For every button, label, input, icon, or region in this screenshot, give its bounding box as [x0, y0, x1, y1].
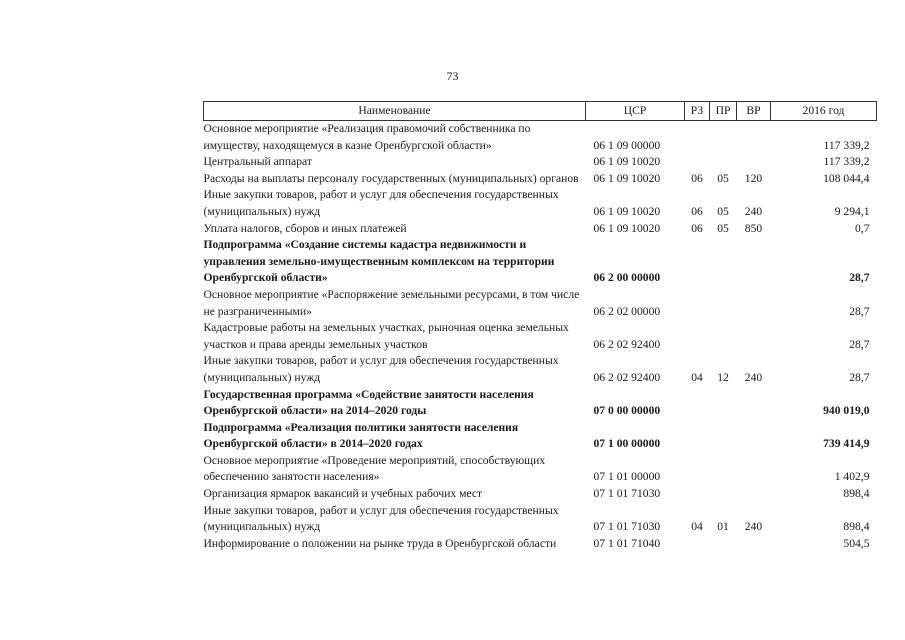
row-rz	[685, 453, 710, 486]
row-vr	[737, 121, 771, 155]
row-rz	[685, 237, 710, 287]
row-name: Иные закупки товаров, работ и услуг для обеспечения государственных (муниципальных) нужд	[203, 503, 559, 534]
row-name: Кадастровые работы на земельных участках, рыночная оценка земельных участков и права аренды земельных участков	[203, 321, 569, 351]
row-pr: 05	[717, 171, 729, 185]
row-rz: 06	[691, 204, 703, 218]
row-pr	[710, 121, 737, 155]
row-vr	[737, 320, 771, 353]
row-name: Подпрограмма «Создание системы кадастра недвижимости и управления земельно-имущественным комплексом на территории Оренбургской области»	[203, 238, 555, 285]
row-pr	[710, 237, 737, 287]
table-row	[204, 420, 877, 453]
row-value: 28,7	[849, 304, 870, 318]
row-rz	[685, 154, 710, 171]
row-csr: 06 1 09 10020	[593, 221, 661, 235]
row-rz	[685, 287, 710, 320]
row-csr: 07 0 00 00000	[593, 404, 661, 418]
row-name: Иные закупки товаров, работ и услуг для обеспечения государственных (муниципальных) нужд	[203, 354, 559, 384]
row-csr: 06 2 02 92400	[593, 337, 661, 351]
row-value: 1 402,9	[834, 470, 870, 484]
row-name: Информирование о положении на рынке труда в Оренбургской области	[203, 536, 557, 550]
row-csr: 06 2 02 92400	[593, 370, 661, 384]
row-value: 117 339,2	[823, 138, 870, 152]
table-row	[204, 353, 877, 386]
header-name: Наименование	[204, 102, 586, 121]
row-vr	[737, 287, 771, 320]
table-row	[204, 237, 877, 287]
row-pr	[710, 536, 737, 553]
row-csr: 06 1 09 10020	[593, 204, 661, 218]
table-row	[204, 320, 877, 353]
row-vr	[737, 154, 771, 171]
row-name: Уплата налогов, сборов и иных платежей	[203, 221, 407, 235]
row-rz: 04	[691, 520, 703, 534]
row-csr: 07 1 01 71040	[593, 536, 661, 550]
page-number: 73	[446, 69, 459, 83]
row-value: 0,7	[855, 221, 870, 235]
table-row	[204, 221, 877, 238]
row-rz: 06	[691, 171, 703, 185]
header-rz: РЗ	[685, 102, 710, 121]
row-pr	[710, 387, 737, 420]
row-vr: 850	[744, 221, 763, 235]
row-pr	[710, 420, 737, 453]
row-value: 108 044,4	[823, 171, 870, 185]
row-rz	[685, 536, 710, 553]
header-pr: ПР	[710, 102, 737, 121]
row-value: 28,7	[849, 337, 870, 351]
row-vr: 240	[744, 520, 763, 534]
row-rz	[685, 486, 710, 503]
row-name: Основное мероприятие «Распоряжение земельными ресурсами, в том числе не разграниченными»	[203, 287, 580, 318]
table-row	[204, 171, 877, 188]
row-csr: 06 2 00 00000	[593, 271, 661, 285]
row-vr	[737, 453, 771, 486]
row-value: 28,7	[849, 271, 870, 285]
row-vr	[737, 536, 771, 553]
row-csr: 07 1 01 71030	[593, 520, 661, 534]
row-pr: 01	[717, 520, 729, 534]
row-vr: 120	[744, 171, 763, 185]
row-value: 739 414,9	[823, 437, 870, 451]
row-value: 504,5	[843, 536, 870, 550]
table-row	[204, 187, 877, 220]
row-csr: 07 1 00 00000	[593, 437, 661, 451]
row-pr	[710, 486, 737, 503]
row-pr	[710, 287, 737, 320]
table-row	[204, 453, 877, 486]
row-pr	[710, 453, 737, 486]
table-row	[204, 154, 877, 171]
row-name: Организация ярмарок вакансий и учебных рабочих мест	[203, 487, 483, 501]
row-pr	[710, 320, 737, 353]
row-vr	[737, 486, 771, 503]
row-vr	[737, 237, 771, 287]
table-header-row	[204, 102, 877, 121]
row-name: Основное мероприятие «Проведение мероприятий, способствующих обеспечению занятости населения»	[203, 453, 546, 484]
row-value: 898,4	[843, 487, 870, 501]
table-row	[204, 503, 877, 536]
table-row	[204, 387, 877, 420]
row-name: Государственная программа «Содействие занятости населения Оренбургской области» на 2014–2020 годы	[203, 387, 534, 418]
row-pr: 05	[717, 204, 729, 218]
header-year: 2016 год	[771, 102, 877, 121]
table-row	[204, 121, 877, 155]
row-value: 117 339,2	[823, 155, 870, 169]
row-rz	[685, 121, 710, 155]
row-vr	[737, 387, 771, 420]
row-vr: 240	[744, 370, 763, 384]
row-vr: 240	[744, 204, 763, 218]
header-vr: ВР	[737, 102, 771, 121]
row-value: 28,7	[849, 370, 870, 384]
row-csr: 07 1 01 00000	[593, 470, 661, 484]
row-rz	[685, 320, 710, 353]
row-rz	[685, 387, 710, 420]
budget-table	[203, 101, 877, 552]
row-rz	[685, 420, 710, 453]
row-csr: 06 2 02 00000	[593, 304, 661, 318]
row-csr: 06 1 09 10020	[593, 155, 661, 169]
header-csr: ЦСР	[586, 102, 685, 121]
table-row	[204, 536, 877, 553]
row-csr: 07 1 01 71030	[593, 487, 661, 501]
row-value: 9 294,1	[834, 204, 870, 218]
row-name: Основное мероприятие «Реализация правомочий собственника по имуществу, находящемуся в казне Оренбургской области»	[203, 122, 531, 152]
row-name: Иные закупки товаров, работ и услуг для обеспечения государственных (муниципальных) нужд	[203, 188, 559, 218]
row-name: Центральный аппарат	[203, 155, 312, 169]
row-name: Расходы на выплаты персоналу государственных (муниципальных) органов	[203, 171, 579, 185]
row-name: Подпрограмма «Реализация политики занятости населения Оренбургской области» в 2014–2020 годах	[203, 420, 519, 451]
row-pr	[710, 154, 737, 171]
row-value: 940 019,0	[823, 404, 870, 418]
table-row	[204, 287, 877, 320]
row-pr: 05	[717, 221, 729, 235]
row-csr: 06 1 09 00000	[593, 138, 661, 152]
row-vr	[737, 420, 771, 453]
row-rz: 06	[691, 221, 703, 235]
table-row	[204, 486, 877, 503]
row-value: 898,4	[843, 520, 870, 534]
row-rz: 04	[691, 370, 703, 384]
row-pr: 12	[717, 370, 729, 384]
row-csr: 06 1 09 10020	[593, 171, 661, 185]
